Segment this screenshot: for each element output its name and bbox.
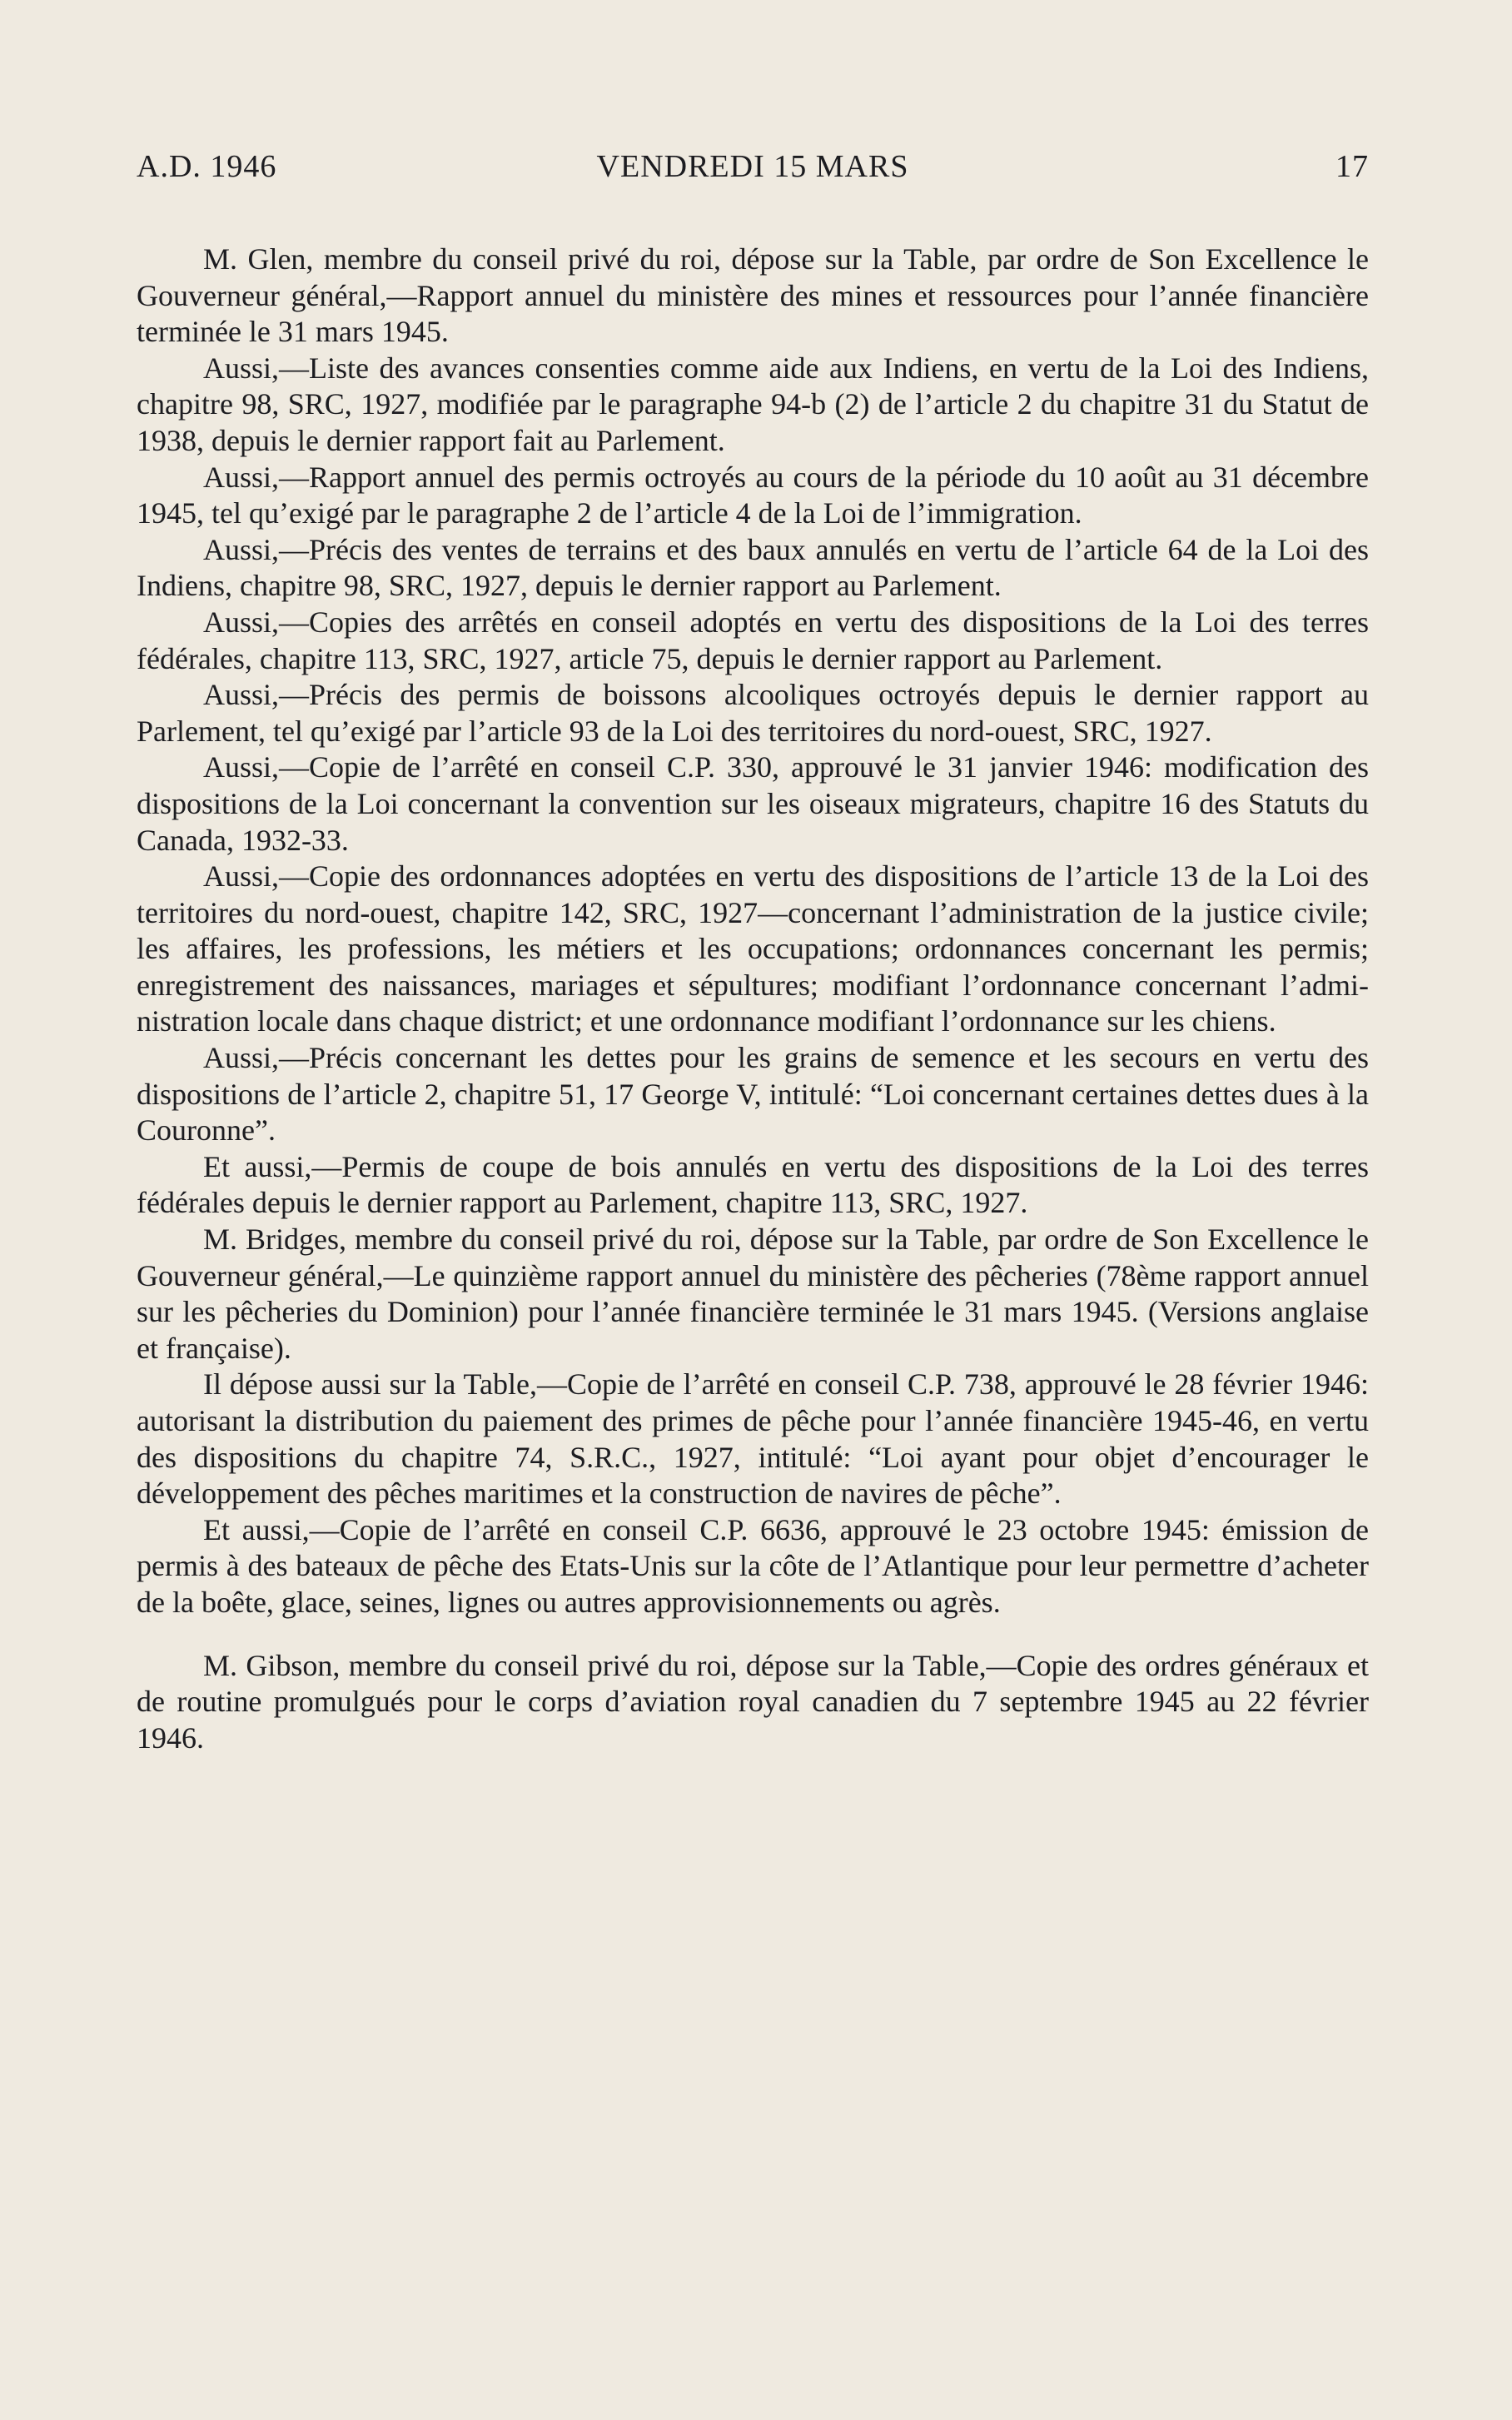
paragraph-immigration-permits: Aussi,—Rapport annuel des permis octroyés au cours de la période du 10 août au 31 décembre 1945, tel qu’exigé par le paragraphe 2 de l’article 4 de la Loi de l’immigration.: [137, 460, 1369, 530]
paragraph-gibson-rcaf: M. Gibson, membre du conseil privé du roi, dépose sur la Table,—Copie des ordres généraux et de routine promulgués pour le corps d’aviation royal canadien du 7 septembre 1945 au 22 février 1946.: [137, 1648, 1369, 1755]
journal-body: [137, 242, 1369, 1756]
header-date: VENDREDI 15 MARS: [596, 149, 909, 184]
paragraph-liquor-permits: Aussi,—Précis des permis de boissons alcooliques octroyés depuis le dernier rapport au Parlement, tel qu’exigé par l’article 93 de la Loi des territoires du nord-ouest, SRC, 1927.: [137, 678, 1369, 748]
running-header: [137, 148, 1369, 190]
paragraph-seed-grain-debts: Aussi,—Précis concernant les dettes pour les grains de semence et les secours en vertu des dispositions de l’article 2, chapitre 51, 17 George V, intitulé: “Loi concernant certaines dettes dues à la Couronne”.: [137, 1041, 1369, 1148]
paragraph-fishing-bounties: Il dépose aussi sur la Table,—Copie de l’arrêté en conseil C.P. 738, approuvé le 28 février 1946: autorisant la distribution du paiement des primes de pêche pour l’année financière 1945-46, en vertu des dispositions du chapitre 74, S.R.C., 1927, intitulé: “Loi ayant pour objet d’encourager le développement des pêches maritimes et la construction de navires de pêche”.: [137, 1367, 1369, 1511]
paragraph-indian-advances: Aussi,—Liste des avances consenties comme aide aux Indiens, en vertu de la Loi des Indiens, chapitre 98, SRC, 1927, modifiée par le paragraphe 94-b (2) de l’article 2 du chapitre 31 du Statut de 1938, depuis le dernier rapport fait au Parlement.: [137, 351, 1369, 457]
paragraph-timber-permits: Et aussi,—Permis de coupe de bois annulés en vertu des dispositions de la Loi des terres fédérales depuis le dernier rapport au Parlement, chapitre 113, SRC, 1927.: [137, 1149, 1369, 1220]
paragraph-ordinances: Aussi,—Copie des ordonnances adoptées en vertu des dispositions de l’article 13 de la Loi des territoires du nord-ouest, chapitre 142, SRC, 1927—concernant l’administration de la justice civile; les affaires, les professions, les métiers et les occupations; ordonnances concernant les permis; enregistrement des naissances, mariages et sépultures; modifiant l’ordonnance concernant l’administration locale dans chaque district; et une ordonnance modifiant l’ordonnance sur les chiens.: [137, 859, 1369, 1038]
paragraph-bridges-fisheries: M. Bridges, membre du conseil privé du roi, dépose sur la Table, par ordre de Son Excellence le Gouverneur général,—Le quinzième rapport annuel du ministère des pêcheries (78ème rapport annuel sur les pêcheries du Dominion) pour l’année financière terminée le 31 mars 1945. (Versions anglaise et française).: [137, 1222, 1369, 1365]
paragraph-orders-in-council: Aussi,—Copies des arrêtés en conseil adoptés en vertu des dispositions de la Loi des terres fédérales, chapitre 113, SRC, 1927, article 75, depuis le dernier rapport au Parlement.: [137, 605, 1369, 675]
page-number: 17: [1335, 149, 1369, 184]
paragraph-migratory-birds: Aussi,—Copie de l’arrêté en conseil C.P. 330, approuvé le 31 janvier 1946: modification des dispositions de la Loi concernant la convention sur les oiseaux migrateurs, chapitre 16 des Statuts du Canada, 1932-33.: [137, 750, 1369, 857]
paragraph-glen-mines: M. Glen, membre du conseil privé du roi, dépose sur la Table, par ordre de Son Excellence le Gouverneur général,—Rapport annuel du ministère des mines et ressources pour l’année financière terminée le 31 mars 1945.: [137, 242, 1369, 349]
paragraph-us-fishing-vessels: Et aussi,—Copie de l’arrêté en conseil C.P. 6636, approuvé le 23 octobre 1945: émission de permis à des bateaux de pêche des Etats-Unis sur la côte de l’Atlantique pour leur permettre d’acheter de la boête, glace, seines, lignes ou autres approvisionnements ou agrès.: [137, 1512, 1369, 1619]
header-year: A.D. 1946: [137, 149, 277, 184]
paragraph-land-sales: Aussi,—Précis des ventes de terrains et des baux annulés en vertu de l’article 64 de la Loi des Indiens, chapitre 98, SRC, 1927, depuis le dernier rapport au Parlement.: [137, 532, 1369, 603]
